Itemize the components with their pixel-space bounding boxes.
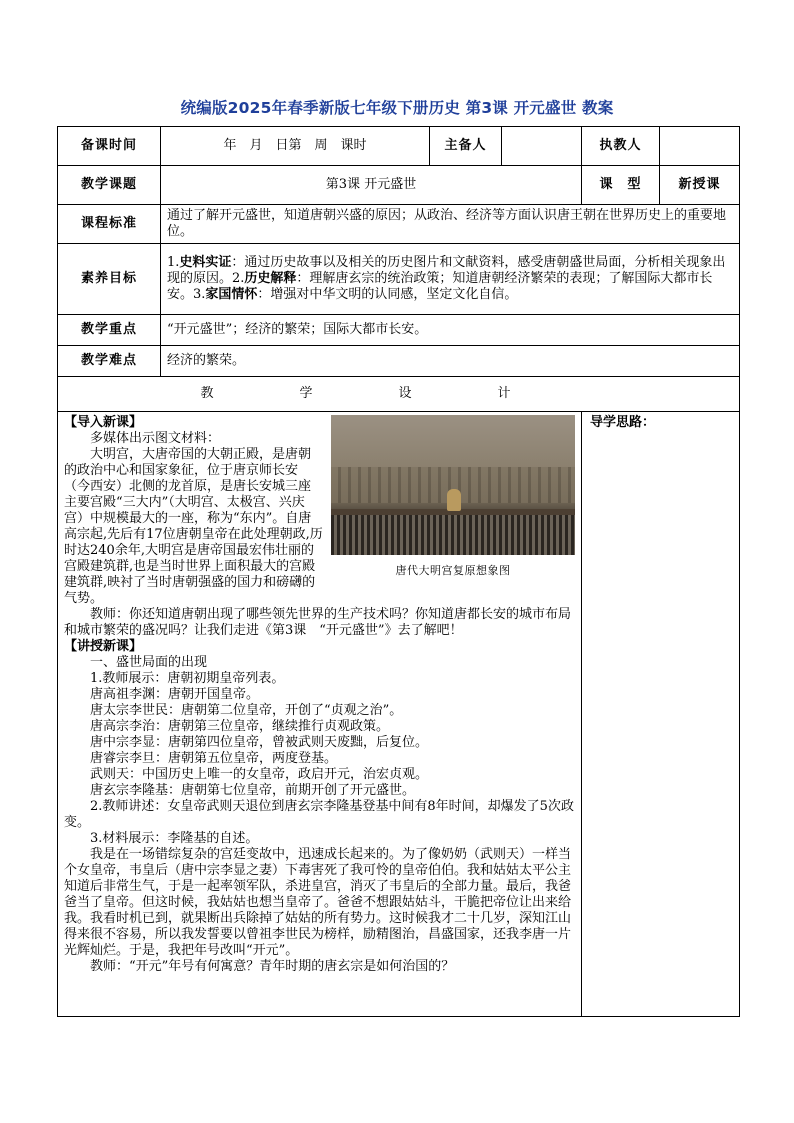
literacy-goals-value <box>161 244 740 315</box>
section-1-item-11: 我是在一场错综复杂的宫廷变故中，迅速成长起来的。为了像奶奶（武则天）一样当个女皇帝，韦皇后（唐中宗李显之妻）下毒害死了我可怜的皇帝伯伯。我和姑姑太平公主知道后非常生气，于是一起率领军队，杀进皇宫，消灭了韦皇后的全部力量。最后，我爸爸当了皇帝。但这时候，我姑姑也想当皇帝了。爸爸不想跟姑姑斗，干脆把帝位让出来给我。我看时机已到，就果断出兵除掉了姑姑的所有势力。这时候我才二十几岁，深知江山得来很不容易，所以我发誓要以曾祖李世民为榜样，励精图治，昌盛国家，还我李唐一片光辉灿烂。于是，我把年号改叫“开元”。 <box>64 847 572 958</box>
preparer-value <box>502 127 582 166</box>
section-1-item-6: 唐睿宗李旦：唐朝第五位皇帝，两度登基。 <box>90 751 338 766</box>
intro-text-1: 多媒体出示图文材料： <box>90 431 221 446</box>
guide-notes: 导学思路： <box>582 412 740 1017</box>
goal-evidence: 史料实证 <box>179 255 232 270</box>
key-points-label: 教学重点 <box>58 315 161 346</box>
row-design-header <box>58 377 740 412</box>
section-1-item-8: 唐玄宗李隆基：唐朝第七位皇帝，前期开创了开元盛世。 <box>90 783 416 798</box>
section-1-item-9: 2.教师讲述：女皇帝武则天退位到唐玄宗李隆基登基中间有8年时间，却爆发了5次政变。 <box>64 799 574 830</box>
row-content <box>58 412 740 1017</box>
row-curriculum-standard <box>58 205 740 244</box>
row-literacy-goals <box>58 244 740 315</box>
teacher-label: 执教人 <box>582 127 660 166</box>
topic-value: 第3课 开元盛世 <box>161 166 582 205</box>
intro-text-2: 大明宫，大唐帝国的大朝正殿，是唐朝的政治中心和国家象征，位于唐京师长安（今西安）北侧的龙首原，是唐长安城三座主要宫殿“三大内”（大明宫、太极宫、兴庆宫）中规模最大的一座，称为“东内”。自唐高宗起,先后有17位唐朝皇帝在此处理朝政,历时达240余年,大明宫是唐帝国最宏伟壮丽的宫殿建筑群,也是当时世界上面积最大的宫殿建筑群,映衬了当时唐朝强盛的国力和磅礴的气势。 <box>64 447 323 606</box>
literacy-goals-label: 素养目标 <box>58 244 161 315</box>
lesson-type-value: 新授课 <box>660 166 740 205</box>
goals-text-2: ：通过历史故事以及相关的历史图片和文献资料，感受唐朝盛世局面，分析相关现象出现的原因。2. <box>167 255 726 286</box>
document-title: 统编版2025年春季新版七年级下册历史 第3课 开元盛世 教案 <box>180 99 614 117</box>
goal-explanation: 历史解释 <box>244 271 297 286</box>
section-1-heading: 一、盛世局面的出现 <box>90 655 208 670</box>
row-key-points <box>58 315 740 346</box>
difficulties-label: 教学难点 <box>58 346 161 377</box>
section-1-item-4: 唐高宗李治：唐朝第三位皇帝，继续推行贞观政策。 <box>90 719 390 734</box>
curriculum-standard-label: 课程标准 <box>58 205 161 244</box>
section-1-item-12: 教师：“开元”年号有何寓意？青年时期的唐玄宗是如何治国的？ <box>90 959 455 974</box>
lesson-plan-table <box>57 126 740 1017</box>
section-1-item-1: 1.教师展示：唐朝初期皇帝列表。 <box>90 671 285 686</box>
preparer-label: 主备人 <box>430 127 502 166</box>
section-1-item-3: 唐太宗李世民：唐朝第二位皇帝，开创了“贞观之治”。 <box>90 703 403 718</box>
design-header: 教学设计 <box>58 377 740 412</box>
goals-text-3: ：理解唐玄宗的统治政策；知道唐朝经济繁荣的表现；了解国际大都市长安。3. <box>167 271 713 302</box>
lesson-type-label: 课 型 <box>582 166 660 205</box>
palace-figure <box>331 415 575 579</box>
row-prep-time <box>58 127 740 166</box>
new-lesson-heading: 【讲授新课】 <box>64 639 143 654</box>
prep-time-value: 年 月 日第 周 课时 <box>161 127 430 166</box>
difficulties-value: 经济的繁荣。 <box>161 346 740 377</box>
goal-patriotism: 家国情怀 <box>205 287 258 302</box>
prep-time-label: 备课时间 <box>58 127 161 166</box>
row-topic <box>58 166 740 205</box>
teaching-content <box>58 412 582 1017</box>
daming-palace-image <box>331 415 575 555</box>
goals-text-4: ：增强对中华文明的认同感，坚定文化自信。 <box>257 287 518 302</box>
section-1-item-10: 3.材料展示：李隆基的自述。 <box>90 831 259 846</box>
intro-heading: 【导入新课】 <box>64 415 143 430</box>
image-caption: 唐代大明宫复原想象图 <box>395 564 511 577</box>
teacher-value <box>660 127 740 166</box>
key-points-value: “开元盛世”；经济的繁荣；国际大都市长安。 <box>161 315 740 346</box>
section-1-item-5: 唐中宗李显：唐朝第四位皇帝，曾被武则天废黜，后复位。 <box>90 735 429 750</box>
topic-label: 教学课题 <box>58 166 161 205</box>
row-difficulties <box>58 346 740 377</box>
section-1-item-7: 武则天：中国历史上唯一的女皇帝，政启开元，治宏贞观。 <box>90 767 429 782</box>
intro-text-3: 教师：你还知道唐朝出现了哪些领先世界的生产技术吗？你知道唐都长安的城市布局和城市繁荣的盛况吗？让我们走进《第3课 “开元盛世”》去了解吧！ <box>64 607 572 638</box>
section-1-item-2: 唐高祖李渊：唐朝开国皇帝。 <box>90 687 260 702</box>
goals-text-1: 1. <box>167 255 180 270</box>
curriculum-standard-value: 通过了解开元盛世，知道唐朝兴盛的原因；从政治、经济等方面认识唐王朝在世界历史上的重要地位。 <box>161 205 740 244</box>
